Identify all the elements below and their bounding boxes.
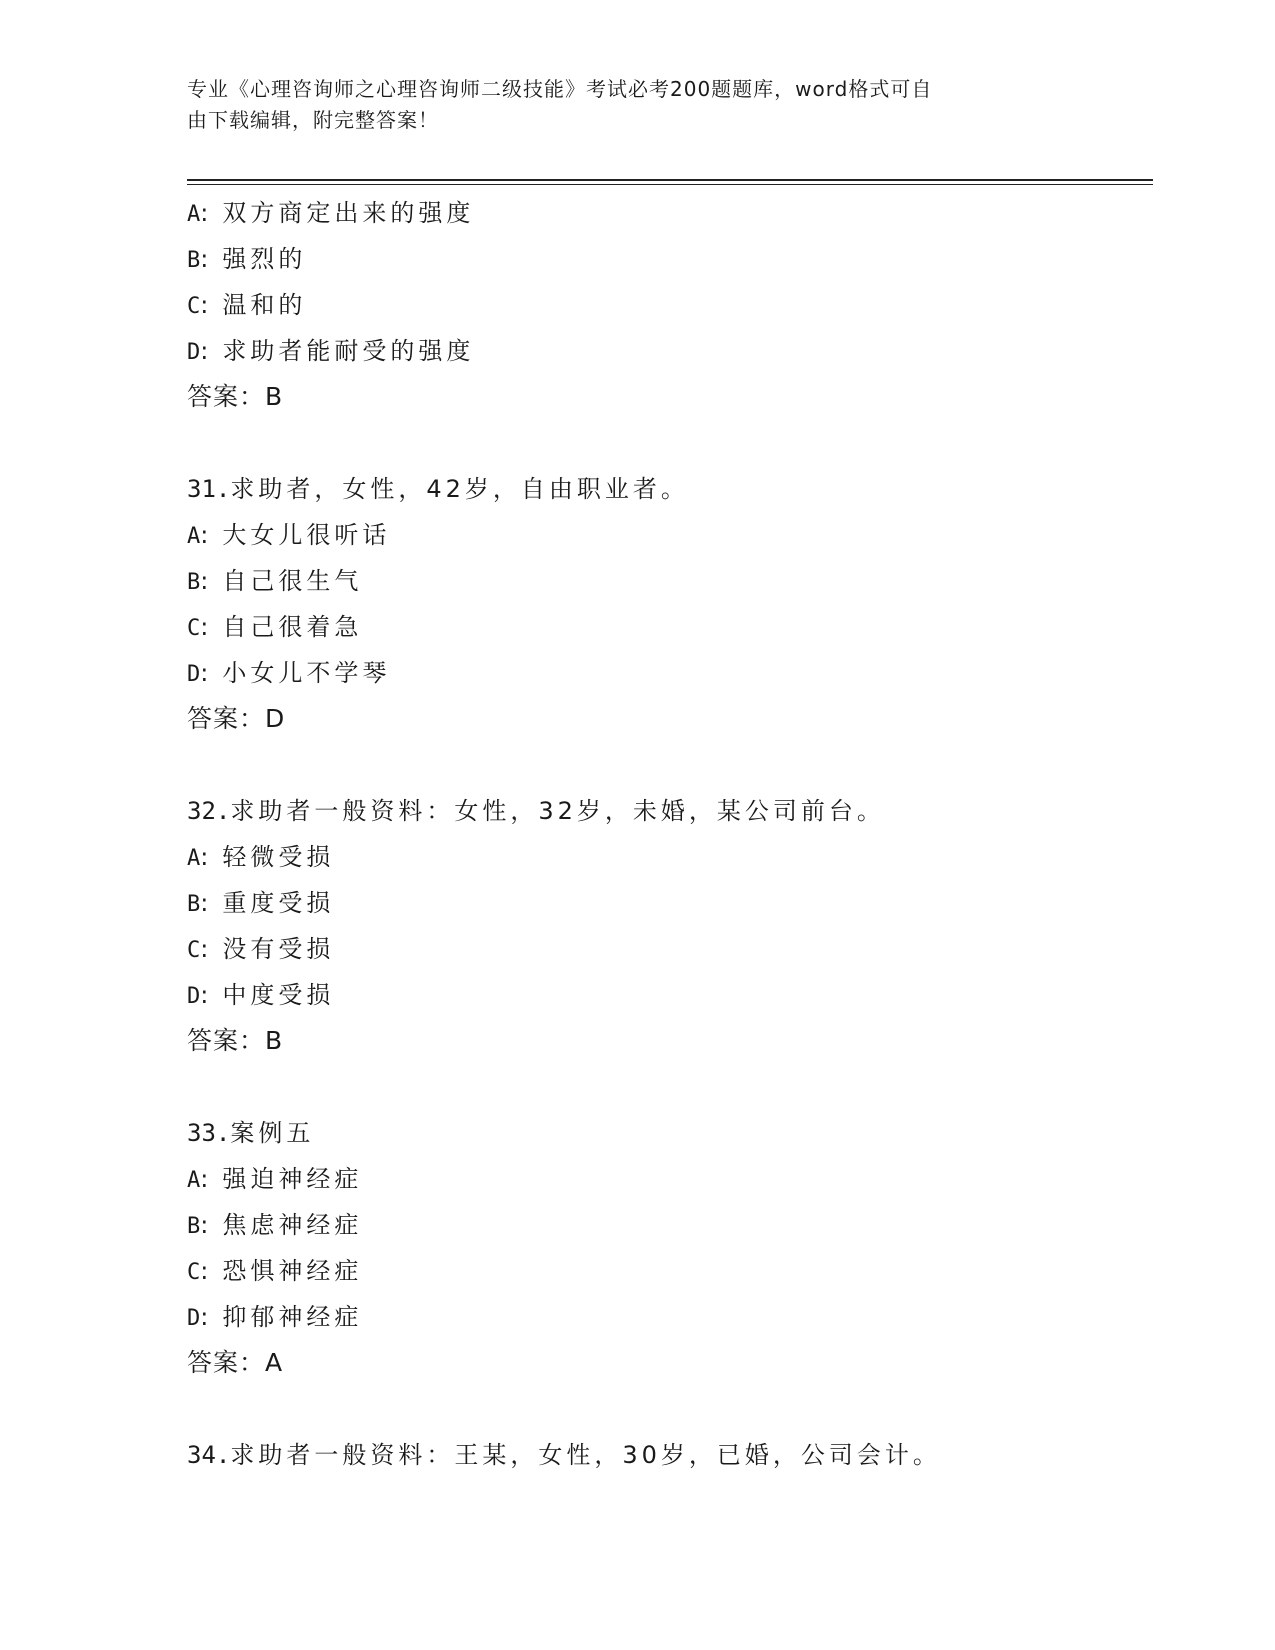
answer-line: 答案：A xyxy=(187,1348,284,1377)
question-text: 求助者一般资料：王某，女性，30岁，已婚，公司会计。 xyxy=(230,1441,941,1469)
option-separator: : xyxy=(200,245,209,273)
header-rule-thick xyxy=(187,179,1153,181)
option-c xyxy=(187,282,1147,328)
header-line-1: 专业《心理咨询师之心理咨询师二级技能》考试必考200题题库，word格式可自 xyxy=(187,77,933,101)
option-letter: A xyxy=(187,524,201,549)
block-spacer xyxy=(187,1386,1147,1432)
block-spacer xyxy=(187,1064,1147,1110)
option-text: 自己很着急 xyxy=(222,613,363,641)
question-list xyxy=(187,190,1147,1478)
option-text: 强烈的 xyxy=(222,245,307,273)
option-text: 大女儿很听话 xyxy=(222,521,391,549)
option-letter: B xyxy=(187,1214,201,1239)
option-text: 没有受损 xyxy=(222,935,335,963)
option-d xyxy=(187,1294,1147,1340)
option-letter: A xyxy=(187,846,201,871)
option-text: 恐惧神经症 xyxy=(222,1257,363,1285)
option-letter: D xyxy=(187,340,201,365)
question-number: 33. xyxy=(187,1119,231,1147)
option-letter: B xyxy=(187,248,201,273)
option-separator: : xyxy=(200,291,209,319)
question-number: 32. xyxy=(187,797,231,825)
option-separator: : xyxy=(200,981,209,1009)
question-stem xyxy=(187,1432,1147,1478)
option-separator: : xyxy=(200,1211,209,1239)
option-letter: C xyxy=(187,294,201,319)
option-letter: D xyxy=(187,1306,201,1331)
question-stem xyxy=(187,1110,1147,1156)
option-text: 轻微受损 xyxy=(222,843,335,871)
answer-line: 答案：B xyxy=(187,382,284,411)
question-stem xyxy=(187,466,1147,512)
option-separator: : xyxy=(200,1257,209,1285)
header-line-2: 由下载编辑，附完整答案！ xyxy=(187,108,439,132)
option-separator: : xyxy=(200,659,209,687)
option-b xyxy=(187,236,1147,282)
option-b xyxy=(187,558,1147,604)
option-separator: : xyxy=(200,567,209,595)
option-a xyxy=(187,190,1147,236)
option-separator: : xyxy=(200,199,209,227)
option-letter: C xyxy=(187,938,201,963)
option-separator: : xyxy=(200,337,209,365)
option-a xyxy=(187,1156,1147,1202)
option-a xyxy=(187,512,1147,558)
option-letter: D xyxy=(187,662,201,687)
option-letter: A xyxy=(187,1168,201,1193)
option-separator: : xyxy=(200,613,209,641)
option-letter: A xyxy=(187,202,201,227)
block-spacer xyxy=(187,420,1147,466)
question-text: 案例五 xyxy=(230,1119,315,1147)
question-stem xyxy=(187,788,1147,834)
option-text: 重度受损 xyxy=(222,889,335,917)
option-separator: : xyxy=(200,843,209,871)
option-letter: B xyxy=(187,570,201,595)
block-spacer xyxy=(187,742,1147,788)
option-text: 温和的 xyxy=(222,291,307,319)
option-text: 小女儿不学琴 xyxy=(222,659,391,687)
option-letter: C xyxy=(187,1260,201,1285)
option-separator: : xyxy=(200,889,209,917)
question-number: 31. xyxy=(187,475,231,503)
option-text: 焦虑神经症 xyxy=(222,1211,363,1239)
answer-line: 答案：D xyxy=(187,704,286,733)
option-text: 求助者能耐受的强度 xyxy=(222,337,475,365)
option-letter: B xyxy=(187,892,201,917)
option-text: 双方商定出来的强度 xyxy=(222,199,475,227)
header-rule-thin xyxy=(187,184,1153,185)
option-d xyxy=(187,328,1147,374)
option-c xyxy=(187,926,1147,972)
option-text: 自己很生气 xyxy=(222,567,363,595)
option-separator: : xyxy=(200,935,209,963)
question-text: 求助者，女性，42岁，自由职业者。 xyxy=(230,475,689,503)
option-c xyxy=(187,604,1147,650)
option-text: 强迫神经症 xyxy=(222,1165,363,1193)
document-header xyxy=(187,74,1067,136)
option-b xyxy=(187,880,1147,926)
option-text: 中度受损 xyxy=(222,981,335,1009)
option-letter: C xyxy=(187,616,201,641)
option-separator: : xyxy=(200,1303,209,1331)
option-c xyxy=(187,1248,1147,1294)
option-a xyxy=(187,834,1147,880)
question-text: 求助者一般资料：女性，32岁，未婚，某公司前台。 xyxy=(230,797,885,825)
question-number: 34. xyxy=(187,1441,231,1469)
option-separator: : xyxy=(200,521,209,549)
option-b xyxy=(187,1202,1147,1248)
answer-line: 答案：B xyxy=(187,1026,284,1055)
option-text: 抑郁神经症 xyxy=(222,1303,363,1331)
option-separator: : xyxy=(200,1165,209,1193)
option-d xyxy=(187,650,1147,696)
option-letter: D xyxy=(187,984,201,1009)
option-d xyxy=(187,972,1147,1018)
